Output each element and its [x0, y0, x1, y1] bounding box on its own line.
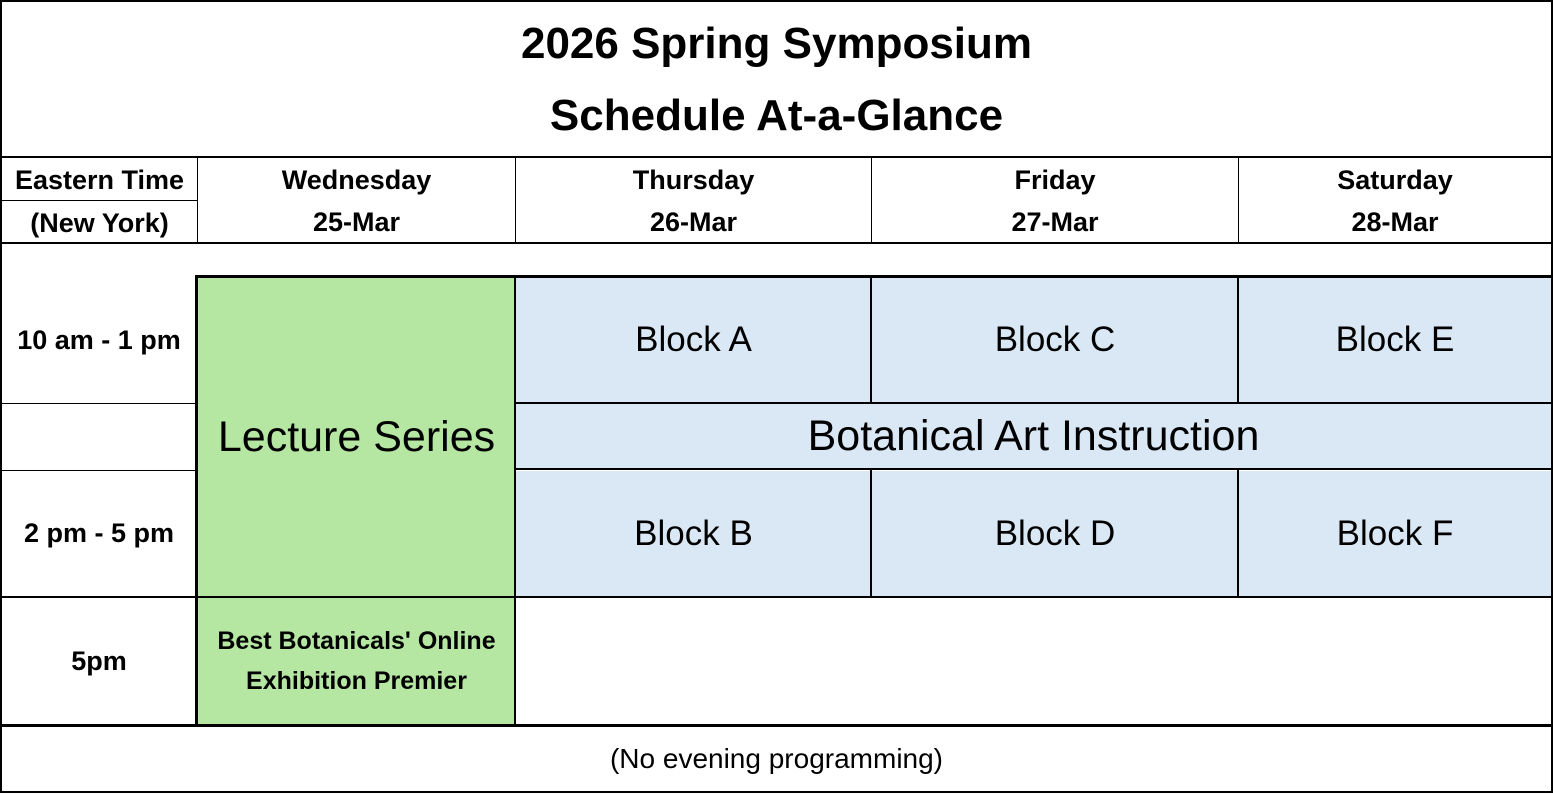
line-above-schedule: [196, 275, 1553, 278]
block-label: Block D: [994, 513, 1116, 553]
day-date: 26-Mar: [649, 206, 738, 237]
block-label: Block A: [635, 320, 752, 359]
line-time-column-body: [195, 275, 198, 725]
timezone-line-1: Eastern Time: [14, 164, 185, 195]
title-line-1: 2026 Spring Symposium: [520, 18, 1033, 68]
day-name: Friday: [1014, 164, 1096, 195]
line-timezone-split: [0, 200, 198, 201]
border-left: [0, 0, 2, 793]
timezone-label: [2, 158, 197, 201]
time-morning-label: 10 am - 1 pm: [17, 325, 181, 355]
timezone-sublabel: [2, 202, 197, 243]
line-wed-thu-body: [514, 275, 516, 725]
border-bottom: [0, 791, 1553, 793]
botanical-art-label: Botanical Art Instruction: [807, 412, 1260, 460]
line-below-title: [0, 156, 1553, 158]
block-a-cell: [516, 278, 871, 402]
line-above-footer: [0, 724, 1553, 727]
time-morning: [2, 278, 196, 403]
block-c-cell: [872, 278, 1238, 402]
day-header-saturday: [1239, 158, 1551, 243]
line-time-column-header: [197, 156, 198, 244]
block-label: Block C: [994, 320, 1116, 359]
line-below-botanical-art: [515, 468, 1553, 470]
day-name: Wednesday: [281, 164, 432, 195]
timezone-line-2: (New York): [30, 207, 169, 238]
time-afternoon-label: 2 pm - 5 pm: [23, 518, 175, 548]
block-label: Block E: [1335, 320, 1455, 359]
line-fri-sat-morning: [1237, 275, 1239, 403]
line-below-morning-blocks: [515, 402, 1553, 404]
day-date: 25-Mar: [312, 206, 401, 237]
day-header-thursday: [516, 158, 871, 243]
premier-line-2: Exhibition Premier: [246, 667, 467, 695]
line-thu-fri-afternoon: [870, 468, 872, 597]
lecture-series-label: Lecture Series: [217, 412, 496, 461]
day-name: Saturday: [1337, 164, 1453, 195]
day-header-friday: [872, 158, 1238, 243]
botanical-art-cell: [516, 404, 1551, 469]
line-thu-fri-morning: [870, 275, 872, 403]
line-below-afternoon: [0, 596, 1553, 598]
footer-text: (No evening programming): [609, 743, 944, 774]
block-label: Block F: [1336, 513, 1454, 553]
time-afternoon: [2, 471, 196, 596]
line-above-afternoon-time: [0, 470, 197, 471]
line-fri-sat-header: [1238, 156, 1239, 244]
block-b-cell: [516, 471, 871, 596]
block-d-cell: [872, 471, 1238, 596]
day-date: 28-Mar: [1351, 206, 1439, 237]
premier-line-1: Best Botanicals' Online: [217, 627, 496, 655]
block-label: Block B: [634, 513, 753, 553]
line-thu-fri-header: [871, 156, 872, 244]
border-top: [0, 0, 1553, 2]
day-header-wednesday: [198, 158, 515, 243]
exhibition-premier-cell: [198, 598, 515, 724]
lecture-series-cell: [198, 278, 515, 596]
line-below-morning-time: [0, 403, 197, 404]
title-line-2: Schedule At-a-Glance: [549, 90, 1004, 140]
block-f-cell: [1239, 471, 1551, 596]
day-date: 27-Mar: [1011, 206, 1099, 237]
line-below-header: [0, 242, 1553, 244]
line-fri-sat-afternoon: [1237, 468, 1239, 597]
line-wed-thu-header: [515, 156, 516, 244]
block-e-cell: [1239, 278, 1551, 402]
footer-note: [2, 727, 1551, 791]
schedule-title: [2, 2, 1551, 157]
day-name: Thursday: [632, 164, 755, 195]
time-evening-label: 5pm: [71, 645, 127, 676]
time-evening: [2, 598, 196, 724]
